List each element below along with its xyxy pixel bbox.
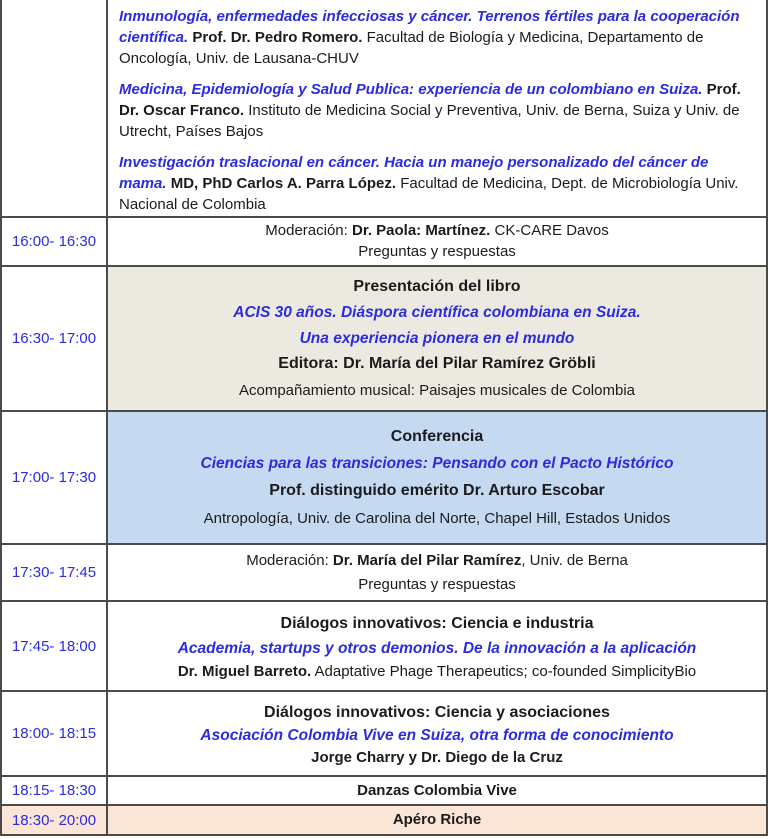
- talks-cell: [108, 0, 766, 216]
- book-editor: Editora: Dr. María del Pilar Ramírez Gröbli: [278, 355, 596, 373]
- schedule-row-book: [2, 267, 766, 412]
- apero-title: Apéro Riche: [392, 811, 482, 829]
- book-heading: Presentación del libro: [353, 277, 521, 295]
- qa-line: Preguntas y respuestas: [358, 575, 516, 593]
- moderator-name: Dr. María del Pilar Ramírez: [332, 552, 522, 569]
- time-cell: 18:30- 20:00: [2, 806, 108, 834]
- talk-affiliation: Instituto de Medicina Social y Preventiva, Univ. de Berna, Suiza y Univ. de Utrecht, Países Bajos: [119, 102, 740, 140]
- speaker-name: Dr. Miguel Barreto.: [177, 663, 312, 681]
- talk-item: [119, 152, 746, 215]
- moderator-affiliation: , Univ. de Berna: [521, 552, 628, 569]
- dialog-speaker-line: [178, 662, 696, 682]
- talk-affiliation: Facultad de Medicina, Dept. de Microbiología Univ. Nacional de Colombia: [119, 175, 739, 213]
- dialog-heading: Diálogos innovativos: Ciencia y asociaciones: [264, 704, 610, 722]
- conference-affiliation: Antropología, Univ. de Carolina del Norte, Chapel Hill, Estados Unidos: [203, 509, 671, 527]
- talk-speaker: MD, PhD Carlos A. Parra López.: [170, 175, 397, 192]
- talk-speaker: Prof. Dr. Oscar Franco.: [119, 81, 741, 119]
- dialog-associations-cell: [108, 692, 766, 775]
- moderation-line: [265, 221, 608, 241]
- dialog-title: Asociación Colombia Vive en Suiza, otra forma de conocimiento: [200, 727, 674, 745]
- schedule-row-conference: [2, 412, 766, 545]
- dance-title: Danzas Colombia Vive: [357, 781, 517, 799]
- schedule-row-moderation-2: [2, 545, 766, 602]
- book-cell: [108, 267, 766, 410]
- schedule-row-dialog-industry: [2, 602, 766, 692]
- talk-title: Medicina, Epidemiología y Salud Publica: experiencia de un colombiano en Suiza.: [119, 81, 703, 98]
- moderation-label: Moderación:: [265, 222, 352, 240]
- apero-cell: [108, 806, 766, 834]
- moderation-label: Moderación:: [246, 552, 333, 569]
- book-title-line2: Una experiencia pionera en el mundo: [299, 329, 575, 347]
- schedule-row-dance: [2, 777, 766, 806]
- time-cell-empty: [2, 0, 108, 216]
- time-cell: 17:30- 17:45: [2, 545, 108, 600]
- schedule-row-apero: [2, 806, 766, 836]
- moderation-cell: [108, 218, 766, 265]
- talk-title: Investigación traslacional en cáncer. Hacia un manejo personalizado del cáncer de mama.: [119, 154, 709, 192]
- schedule-row-moderation-1: [2, 218, 766, 267]
- conference-heading: Conferencia: [390, 427, 484, 445]
- schedule-row-talks: [2, 0, 766, 218]
- moderator-affiliation: CK-CARE Davos: [490, 222, 609, 240]
- conference-speaker: Prof. distinguido emérito Dr. Arturo Escobar: [269, 482, 605, 500]
- time-cell: 16:30- 17:00: [2, 267, 108, 410]
- dialog-title: Academia, startups y otros demonios. De la innovación a la aplicación: [177, 639, 697, 657]
- dance-cell: [108, 777, 766, 804]
- talk-speaker: Prof. Dr. Pedro Romero.: [192, 29, 363, 46]
- qa-line: Preguntas y respuestas: [358, 243, 516, 261]
- talk-affiliation: Facultad de Biología y Medicina, Departamento de Oncología, Univ. de Lausana-CHUV: [119, 29, 704, 67]
- moderation-cell: [108, 545, 766, 600]
- talk-title: Inmunología, enfermedades infecciosas y cáncer. Terrenos fértiles para la cooperación científica.: [119, 8, 740, 46]
- speaker-affiliation: Adaptative Phage Therapeutics; co-founded SimplicityBio: [311, 663, 697, 681]
- book-music: Acompañamiento musical: Paisajes musicales de Colombia: [238, 381, 635, 399]
- time-cell: 17:00- 17:30: [2, 412, 108, 543]
- talk-item: [119, 79, 746, 142]
- dialog-speakers: Jorge Charry y Dr. Diego de la Cruz: [311, 749, 563, 767]
- book-title-line1: ACIS 30 años. Diáspora científica colombiana en Suiza.: [233, 303, 641, 321]
- moderator-name: Dr. Paola: Martínez.: [351, 222, 491, 240]
- conference-title: Ciencias para las transiciones: Pensando con el Pacto Histórico: [200, 455, 674, 473]
- conference-cell: [108, 412, 766, 543]
- time-cell: 17:45- 18:00: [2, 602, 108, 690]
- dialog-heading: Diálogos innovativos: Ciencia e industria: [280, 615, 594, 633]
- time-cell: 16:00- 16:30: [2, 218, 108, 265]
- schedule-row-dialog-associations: [2, 692, 766, 777]
- moderation-line: [246, 551, 628, 571]
- talk-item: [119, 6, 746, 69]
- time-cell: 18:00- 18:15: [2, 692, 108, 775]
- time-cell: 18:15- 18:30: [2, 777, 108, 804]
- dialog-industry-cell: [108, 602, 766, 690]
